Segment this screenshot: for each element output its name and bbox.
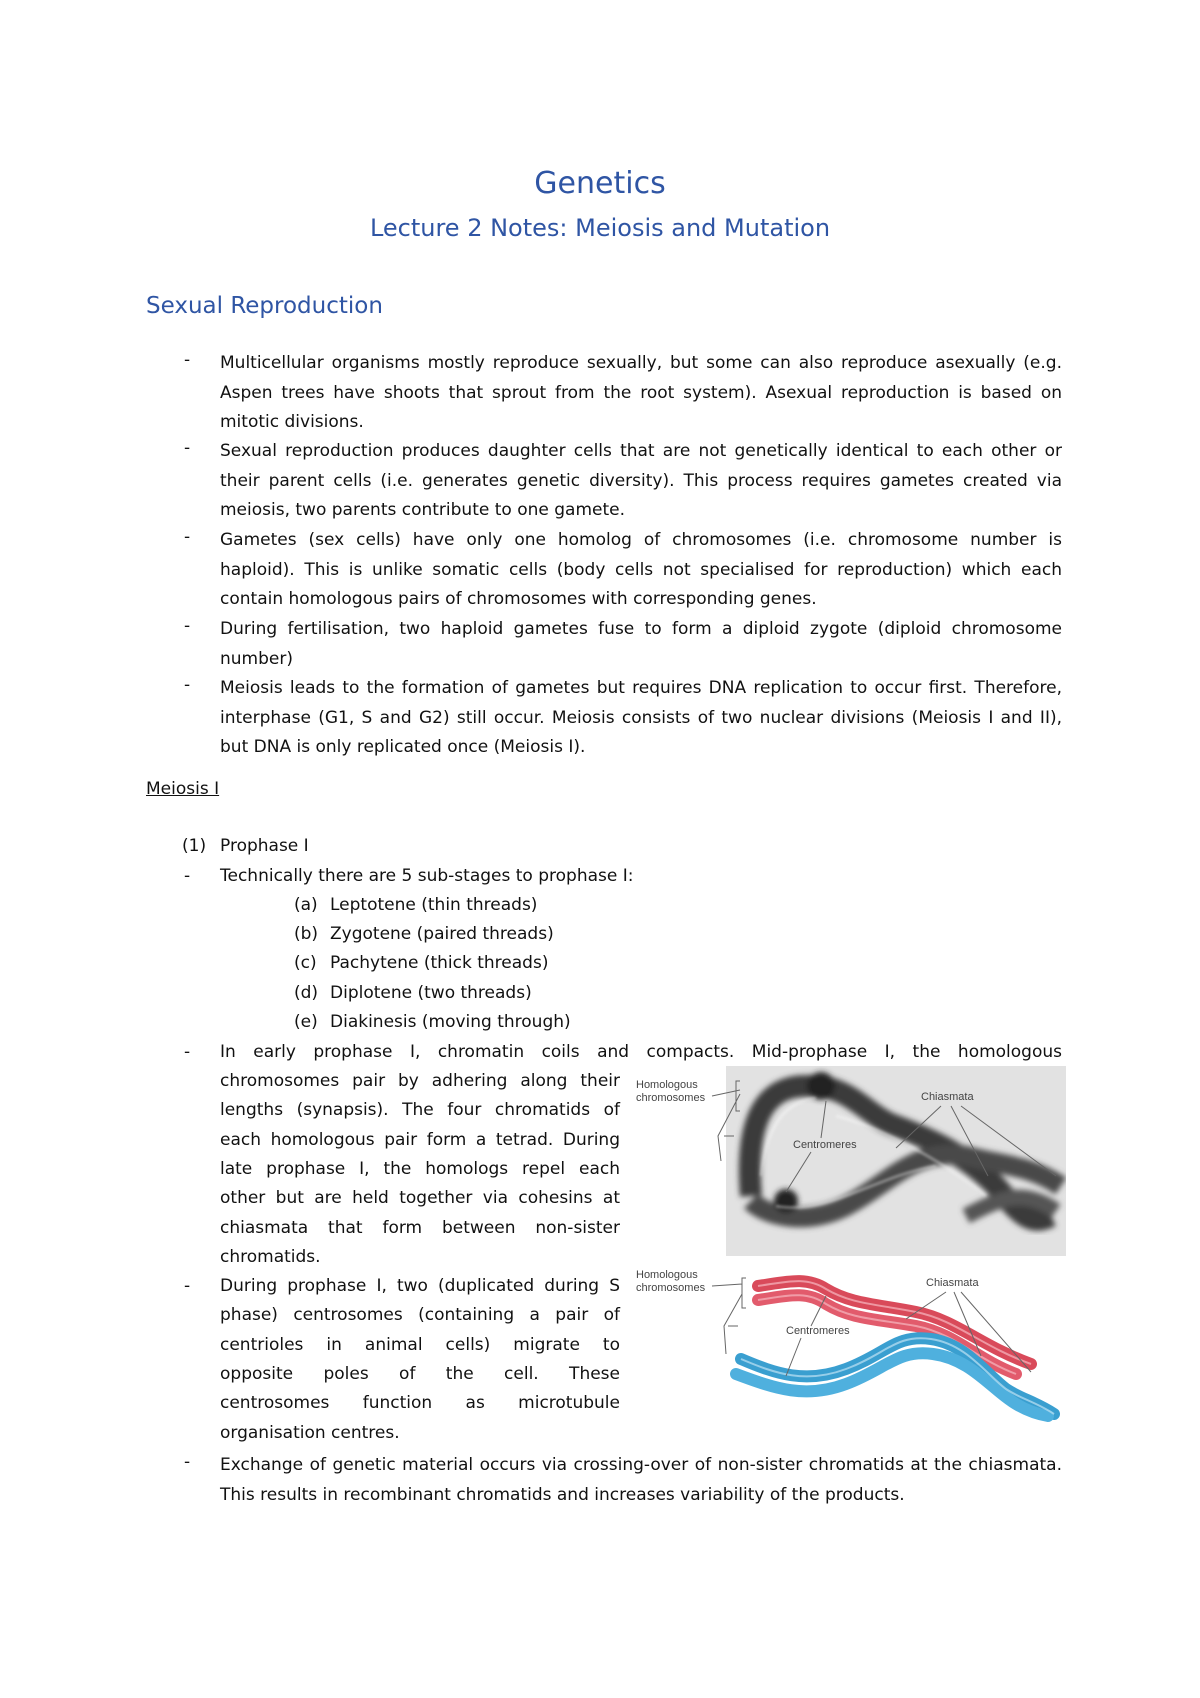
label-centromeres: Centromeres [793,1139,857,1151]
bullet-line: In early prophase I, chromatin coils and compacts. Mid-prophase I, the homologous [220,1042,1062,1062]
stage-text: Zygotene (paired threads) [330,924,554,944]
stage-text: Pachytene (thick threads) [330,953,549,973]
stage-text: Leptotene (thin threads) [330,895,538,915]
stage-letter: (c) [294,953,317,973]
bullet-text: Multicellular organisms mostly reproduce sexually, but some can also reproduce asexually (e.g. Aspen trees have shoots that sprout from the root system). Asexual reproduction is based on mitotic divisions. [220,353,1062,432]
pointer-homologous [712,1278,746,1308]
bullet-line: late prophase I, the homologs repel each [220,1159,620,1179]
bullet-text: Exchange of genetic material occurs via crossing-over of non-sister chromatids at the chiasmata. This results in recombinant chromatids and increases variability of the products. [220,1455,1062,1505]
stage-letter: (e) [294,1012,318,1032]
bullet-dash: - [184,866,191,886]
stage-text: Diplotene (two threads) [330,983,532,1003]
bullet-line: lengths (synapsis). The four chromatids of [220,1100,620,1120]
bullet-text: Gametes (sex cells) have only one homolog of chromosomes (i.e. chromosome number is haploid). This is unlike somatic cells (body cells not specialised for reproduction) which each contain homologous pairs of chromosomes with corresponding genes. [220,530,1062,609]
pointer-homologous-lower [724,1294,742,1354]
label-homologous: Homologous [636,1079,698,1091]
bullet-dash: - [184,527,191,547]
illustration-figure [636,1264,1066,1424]
stage-letter: (b) [294,924,319,944]
label-homologous: Homologous [636,1269,698,1281]
bullet-line: chromatids. [220,1247,321,1267]
micrograph-figure [636,1066,1066,1256]
bullet-text: Technically there are 5 sub-stages to prophase I: [220,866,634,886]
bullet-dash: - [184,1042,191,1062]
bullet-dash: - [184,675,191,695]
label-chromosomes: chromosomes [636,1092,706,1104]
bullet-line: other but are held together via cohesins at [220,1188,620,1208]
bullet-text: During fertilisation, two haploid gametes fuse to form a diploid zygote (diploid chromosome number) [220,619,1062,669]
label-chiasmata: Chiasmata [921,1091,974,1103]
label-chiasmata: Chiasmata [926,1277,979,1289]
stage-letter: (a) [294,895,318,915]
subsection-heading: Meiosis I [146,779,220,799]
bullet-line: chiasmata that form between non-sister [220,1218,620,1238]
bullet-line: opposite poles of the cell. These [220,1364,620,1384]
bullet-dash: - [184,616,191,636]
stage-letter: (d) [294,983,319,1003]
label-chromosomes: chromosomes [636,1282,706,1294]
bullet-dash: - [184,1452,191,1472]
bullet-text: Meiosis leads to the formation of gametes but requires DNA replication to occur first. Therefore, interphase (G1, S and G2) still occur. Meiosis consists of two nuclear divisions (Meiosis I and II), but DNA is only replicated once (Meiosis I). [220,678,1062,757]
bullet-dash: - [184,350,191,370]
page-title: Genetics [534,166,666,201]
section-heading: Sexual Reproduction [146,293,383,319]
bullet-line: During prophase I, two (duplicated during S [220,1276,620,1296]
bullet-line: each homologous pair form a tetrad. During [220,1130,620,1150]
stage-text: Diakinesis (moving through) [330,1012,571,1032]
page-subtitle: Lecture 2 Notes: Meiosis and Mutation [369,214,831,242]
bullet-dash: - [184,438,191,458]
label-centromeres: Centromeres [786,1325,850,1337]
list-number: (1) [182,836,207,856]
bullet-line: phase) centrosomes (containing a pair of [220,1305,620,1325]
bullet-text: Sexual reproduction produces daughter cells that are not genetically identical to each other or their parent cells (i.e. generates genetic diversity). This process requires gametes created via meiosis, two parents contribute to one gamete. [220,441,1062,520]
bullet-line: chromosomes pair by adhering along their [220,1071,620,1091]
bullet-dash: - [184,1276,191,1296]
bullet-line: centrosomes function as microtubule [220,1393,620,1413]
bullet-line: centrioles in animal cells) migrate to [220,1335,620,1355]
list-title: Prophase I [220,836,309,856]
bullet-line: organisation centres. [220,1423,400,1443]
